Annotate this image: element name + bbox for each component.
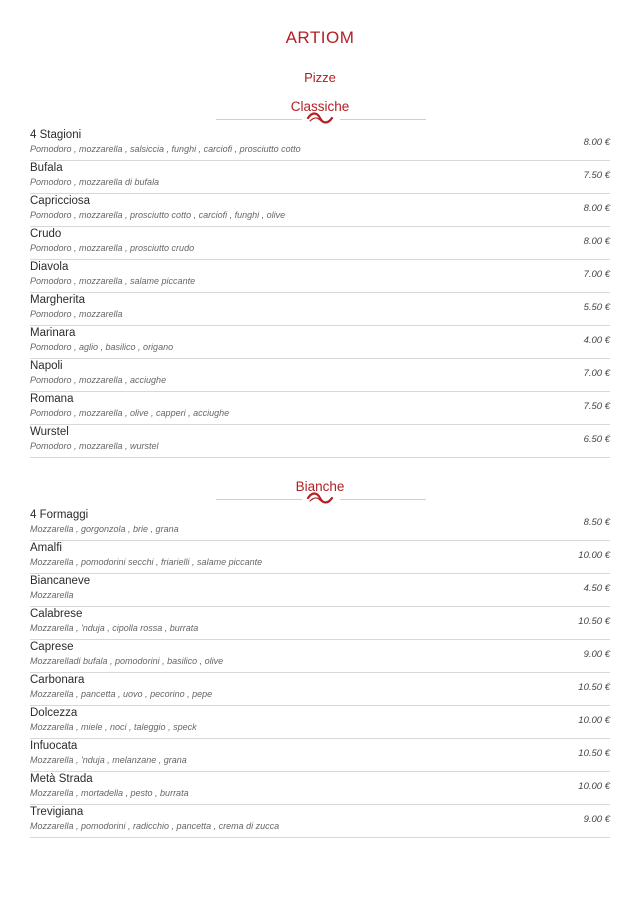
restaurant-title: ARTIOM <box>285 28 355 47</box>
menu-item <box>30 805 610 838</box>
item-ingredients: Mozzarella , pancetta , uovo , pecorino , pepe <box>30 689 213 699</box>
item-name: Amalfi <box>30 542 62 554</box>
menu-item <box>30 260 610 293</box>
menu-item <box>30 640 610 673</box>
item-price: 7.00 € <box>583 368 610 379</box>
item-ingredients: Pomodoro , mozzarella <box>30 309 123 319</box>
item-price: 8.00 € <box>583 236 610 247</box>
menu-item <box>30 772 610 805</box>
item-name: Marinara <box>30 327 76 339</box>
item-name: Romana <box>30 393 74 405</box>
item-ingredients: Pomodoro , mozzarella , salsiccia , funghi , carciofi , prosciutto cotto <box>30 144 301 154</box>
item-price: 6.50 € <box>583 434 610 445</box>
section-title: Classiche <box>290 99 350 114</box>
item-ingredients: Mozzarella , pomodorini secchi , friarielli , salame piccante <box>30 557 263 567</box>
menu-item <box>30 508 610 541</box>
item-name: 4 Stagioni <box>30 129 82 141</box>
item-price: 7.00 € <box>583 269 610 280</box>
item-name: Diavola <box>30 261 69 273</box>
menu-item <box>30 574 610 607</box>
item-name: Caprese <box>30 641 74 653</box>
flourish-icon <box>306 111 334 125</box>
item-price: 10.50 € <box>578 682 610 693</box>
menu-item <box>30 194 610 227</box>
item-name: Metà Strada <box>30 773 93 785</box>
item-ingredients: Pomodoro , aglio , basilico , origano <box>30 342 174 352</box>
menu-item <box>30 293 610 326</box>
item-price: 4.00 € <box>583 335 610 346</box>
item-ingredients: Mozzarella , mortadella , pesto , burrata <box>30 788 189 798</box>
item-name: 4 Formaggi <box>30 509 89 521</box>
item-price: 10.00 € <box>578 715 610 726</box>
category-title: Pizze <box>304 70 336 85</box>
item-name: Margherita <box>30 294 85 306</box>
menu-item <box>30 541 610 574</box>
menu-item <box>30 392 610 425</box>
item-ingredients: Mozzarella <box>30 590 74 600</box>
item-name: Napoli <box>30 360 63 372</box>
item-ingredients: Mozzarella , 'nduja , melanzane , grana <box>30 755 187 765</box>
item-list-bianche <box>30 508 610 838</box>
item-price: 9.00 € <box>583 814 610 825</box>
item-price: 10.50 € <box>578 616 610 627</box>
item-price: 7.50 € <box>583 401 610 412</box>
menu-item <box>30 128 610 161</box>
menu-item <box>30 739 610 772</box>
item-price: 9.00 € <box>583 649 610 660</box>
item-ingredients: Pomodoro , mozzarella , wurstel <box>30 441 159 451</box>
item-ingredients: Mozzarella , miele , noci , taleggio , speck <box>30 722 197 732</box>
item-price: 10.00 € <box>578 781 610 792</box>
item-price: 8.50 € <box>583 517 610 528</box>
item-ingredients: Mozzarella , gorgonzola , brie , grana <box>30 524 179 534</box>
divider-left <box>216 119 302 120</box>
item-price: 8.00 € <box>583 137 610 148</box>
item-ingredients: Pomodoro , mozzarella , salame piccante <box>30 276 196 286</box>
divider-right <box>340 119 426 120</box>
menu-item <box>30 673 610 706</box>
divider-right <box>340 499 426 500</box>
item-list-classiche <box>30 128 610 458</box>
item-name: Crudo <box>30 228 62 240</box>
item-name: Infuocata <box>30 740 78 752</box>
item-price: 4.50 € <box>583 583 610 594</box>
menu-item <box>30 607 610 640</box>
item-price: 5.50 € <box>583 302 610 313</box>
divider-left <box>216 499 302 500</box>
item-name: Calabrese <box>30 608 83 620</box>
item-ingredients: Pomodoro , mozzarella , prosciutto crudo <box>30 243 195 253</box>
item-price: 8.00 € <box>583 203 610 214</box>
item-name: Carbonara <box>30 674 85 686</box>
item-price: 10.50 € <box>578 748 610 759</box>
menu-item <box>30 227 610 260</box>
menu-item <box>30 359 610 392</box>
item-name: Wurstel <box>30 426 69 438</box>
item-price: 10.00 € <box>578 550 610 561</box>
item-name: Dolcezza <box>30 707 78 719</box>
menu-item <box>30 161 610 194</box>
menu-item <box>30 706 610 739</box>
item-ingredients: Pomodoro , mozzarella , acciughe <box>30 375 167 385</box>
item-ingredients: Mozzarella , 'nduja , cipolla rossa , burrata <box>30 623 199 633</box>
item-ingredients: Pomodoro , mozzarella , olive , capperi , acciughe <box>30 408 230 418</box>
item-price: 7.50 € <box>583 170 610 181</box>
menu-item <box>30 425 610 458</box>
item-ingredients: Pomodoro , mozzarella di bufala <box>30 177 160 187</box>
item-name: Bufala <box>30 162 63 174</box>
item-name: Capricciosa <box>30 195 91 207</box>
item-ingredients: Mozzarella , pomodorini , radicchio , pancetta , crema di zucca <box>30 821 280 831</box>
item-name: Trevigiana <box>30 806 84 818</box>
menu-item <box>30 326 610 359</box>
item-ingredients: Pomodoro , mozzarella , prosciutto cotto , carciofi , funghi , olive <box>30 210 286 220</box>
item-ingredients: Mozzarelladi bufala , pomodorini , basilico , olive <box>30 656 224 666</box>
item-name: Biancaneve <box>30 575 91 587</box>
flourish-icon <box>306 491 334 505</box>
section-title: Bianche <box>295 479 345 494</box>
